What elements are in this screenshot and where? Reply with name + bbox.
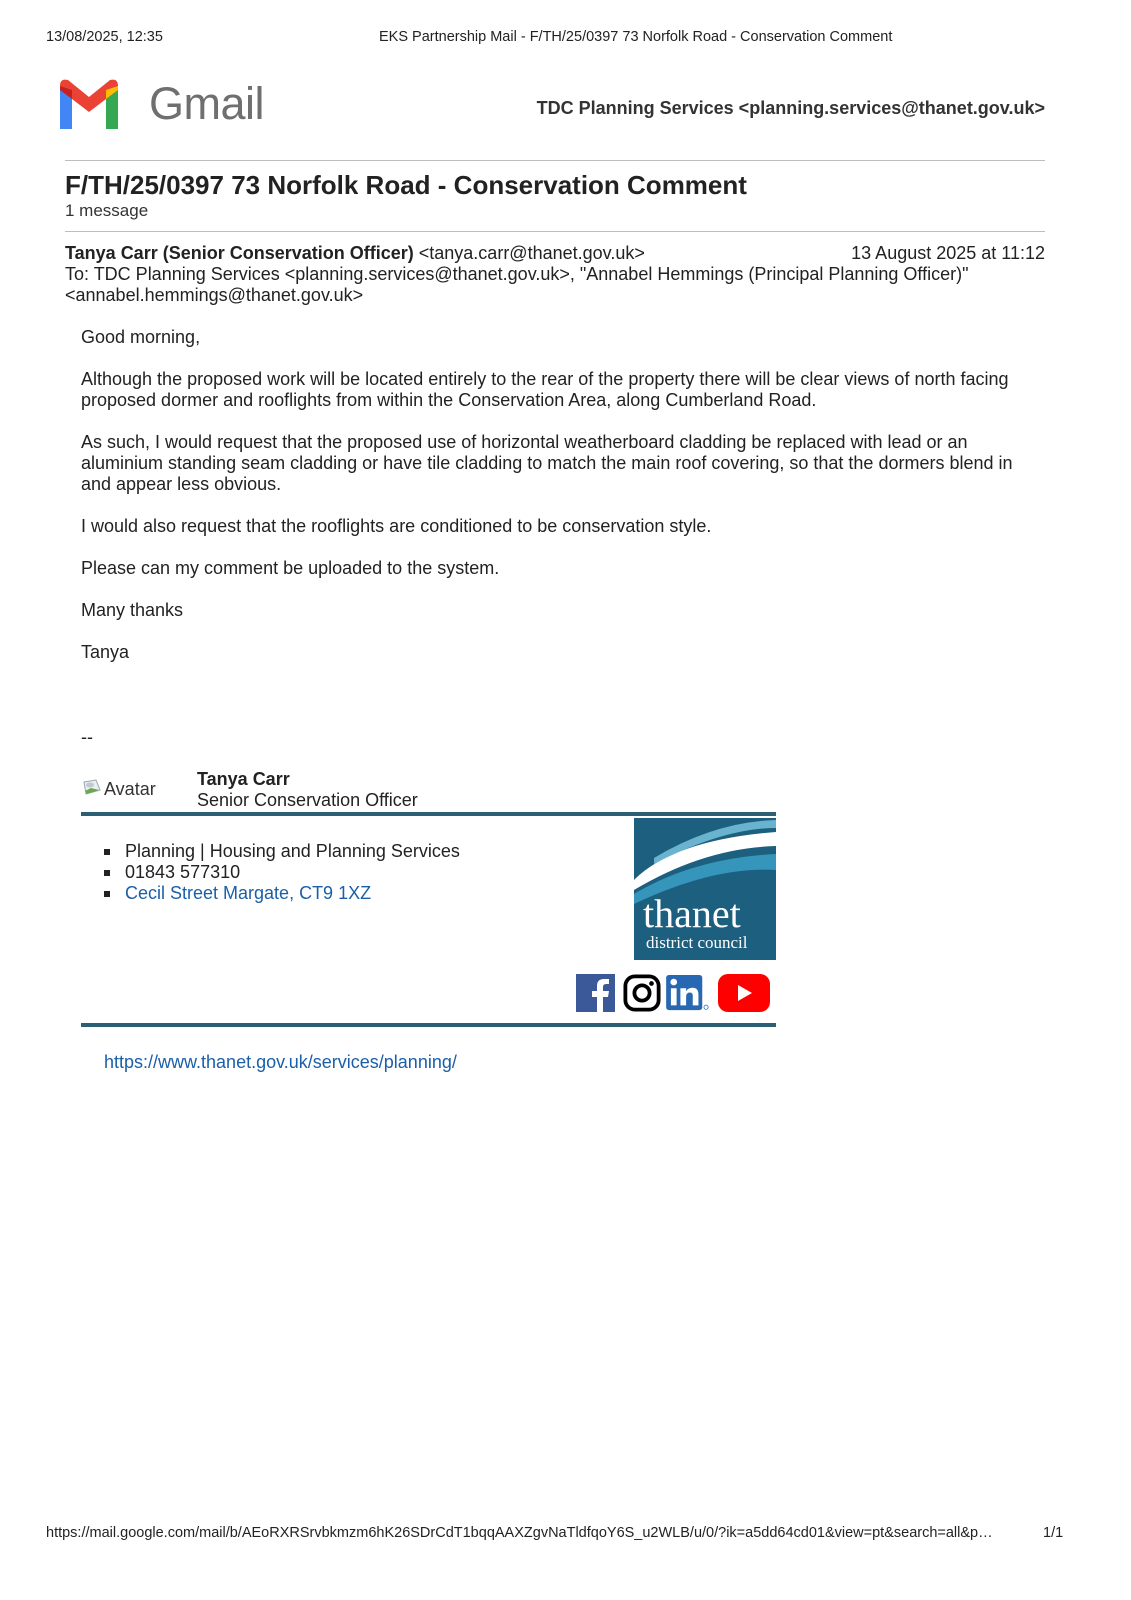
print-title: EKS Partnership Mail - F/TH/25/0397 73 Norfolk Road - Conservation Comment bbox=[379, 29, 893, 45]
message-recipients: To: TDC Planning Services <planning.services@thanet.gov.uk>, "Annabel Hemmings (Principal Planning Officer)" <annabel.hemmings@thanet.gov.uk> bbox=[65, 264, 969, 305]
body-paragraph: Good morning, bbox=[81, 327, 201, 347]
body-paragraph: I would also request that the rooflights are conditioned to be conservation style. bbox=[81, 516, 712, 536]
thanet-logo-sub: district council bbox=[646, 933, 748, 952]
thanet-logo-word: thanet bbox=[643, 891, 741, 936]
address-link[interactable]: Cecil Street Margate, CT9 1XZ bbox=[125, 883, 372, 903]
body-paragraph: Please can my comment be uploaded to the system. bbox=[81, 558, 500, 578]
thread-divider bbox=[65, 231, 1045, 232]
youtube-icon[interactable] bbox=[718, 974, 770, 1012]
list-item[interactable] bbox=[104, 883, 460, 904]
gmail-logo-icon[interactable] bbox=[56, 76, 122, 133]
signature-top-bar bbox=[81, 812, 776, 816]
linkedin-icon[interactable] bbox=[665, 974, 711, 1012]
body-paragraph: Many thanks bbox=[81, 600, 184, 620]
print-datetime: 13/08/2025, 12:35 bbox=[46, 29, 163, 45]
message-body bbox=[81, 327, 1031, 684]
facebook-icon[interactable] bbox=[576, 974, 615, 1012]
signature-separator: -- bbox=[81, 727, 93, 747]
body-paragraph: As such, I would request that the proposed use of horizontal weatherboard cladding be replaced with lead or an aluminium standing seam cladding or have tile cladding to match the main roof covering, so that the dormers blend in and appear less obvious. bbox=[81, 432, 1013, 494]
message-sender bbox=[65, 243, 645, 264]
signature-name: Tanya Carr bbox=[197, 769, 290, 789]
print-footer-url: https://mail.google.com/mail/b/AEoRXRSrvbkmzm6hK26SDrCdT1bqqAAXZgvNaTldfqoY6S_u2WLB/u/0/?ik=a5dd64cd01&view=pt&search=all&p… bbox=[46, 1525, 993, 1541]
thread-subject: F/TH/25/0397 73 Norfolk Road - Conservation Comment bbox=[65, 170, 747, 200]
thanet-logo bbox=[634, 818, 776, 960]
sender-name: Tanya Carr (Senior Conservation Officer) bbox=[65, 243, 414, 263]
list-item bbox=[104, 862, 460, 883]
list-item bbox=[104, 841, 460, 862]
signature-details bbox=[104, 841, 460, 904]
message-count: 1 message bbox=[65, 201, 149, 220]
body-paragraph: Tanya bbox=[81, 642, 130, 662]
planning-link[interactable]: https://www.thanet.gov.uk/services/planning/ bbox=[104, 1052, 457, 1072]
broken-image-icon bbox=[82, 778, 104, 798]
print-page-number: 1/1 bbox=[1043, 1525, 1064, 1541]
body-paragraph: Although the proposed work will be located entirely to the rear of the property there will be clear views of north facing proposed dormer and rooflights from within the Conservation Area, along Cumberland Road. bbox=[81, 369, 1009, 410]
signature-role: Senior Conservation Officer bbox=[197, 790, 418, 810]
phone-number: 01843 577310 bbox=[125, 862, 241, 882]
avatar bbox=[82, 778, 162, 804]
account-address: TDC Planning Services <planning.services@thanet.gov.uk> bbox=[536, 98, 1045, 118]
avatar-alt-text: Avatar bbox=[104, 779, 156, 799]
instagram-icon[interactable] bbox=[622, 974, 662, 1012]
header-divider bbox=[65, 160, 1045, 161]
gmail-wordmark: Gmail bbox=[149, 78, 265, 129]
message-date: 13 August 2025 at 11:12 bbox=[851, 243, 1045, 263]
department: Planning | Housing and Planning Services bbox=[125, 841, 460, 861]
signature-bottom-bar bbox=[81, 1023, 776, 1027]
sender-email: <tanya.carr@thanet.gov.uk> bbox=[418, 243, 645, 263]
